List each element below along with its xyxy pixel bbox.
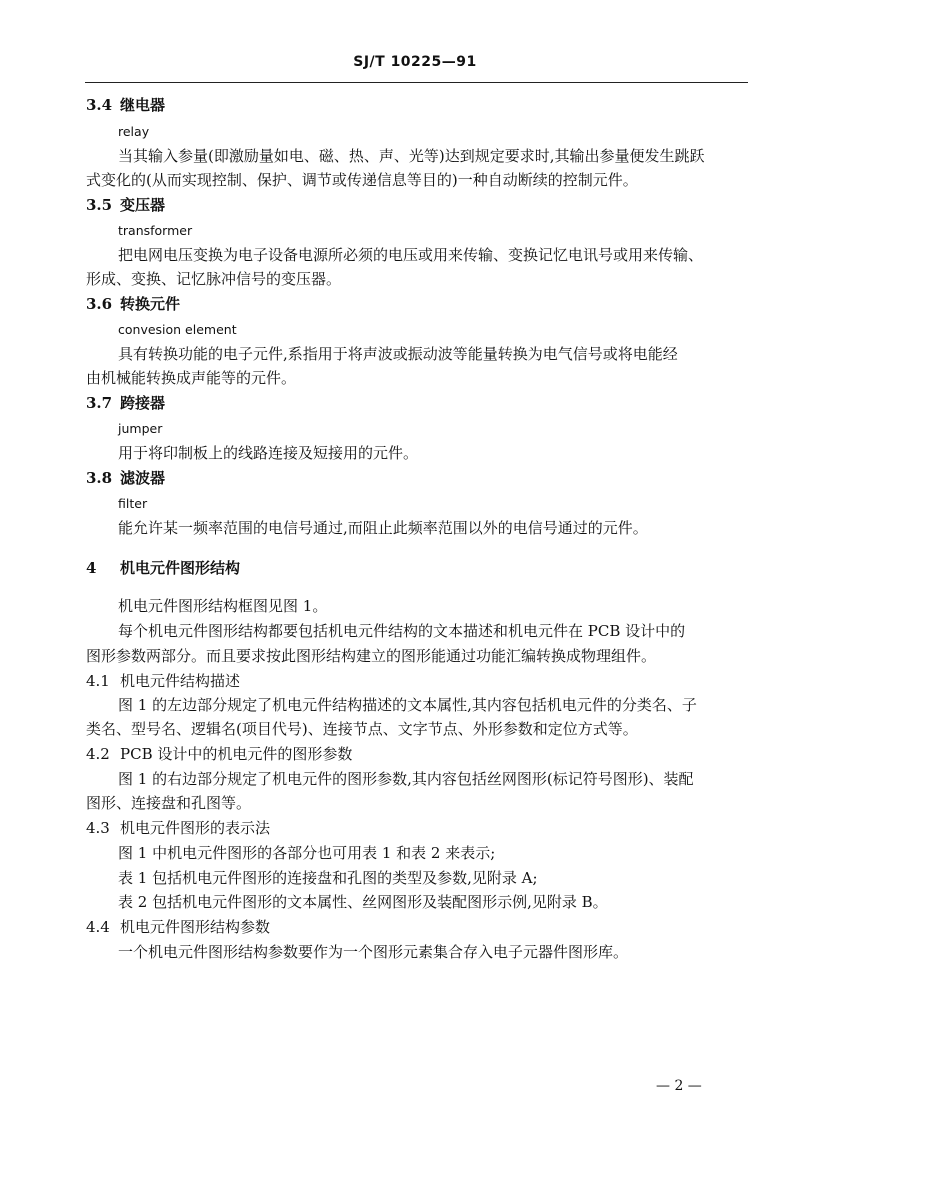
- header-rule: [85, 82, 748, 83]
- section-number: 3.4: [86, 96, 113, 114]
- paragraph-line: 用于将印制板上的线路连接及短接用的元件。: [118, 444, 419, 462]
- section-number: 3.6: [86, 295, 113, 313]
- heading-3-6: [86, 295, 180, 313]
- section-number: 4.3: [86, 819, 110, 837]
- heading-3-8: [86, 469, 165, 487]
- paragraph-line: 图 1 中机电元件图形的各部分也可用表 1 和表 2 来表示;: [118, 844, 496, 862]
- section-title: 机电元件图形的表示法: [120, 819, 271, 837]
- paragraph-line: 当其输入参量(即激励量如电、磁、热、声、光等)达到规定要求时,其输出参量便发生跳跃: [118, 147, 705, 165]
- section-number: 4.1: [86, 672, 110, 690]
- section-number: 3.8: [86, 469, 113, 487]
- paragraph-line: 图 1 的左边部分规定了机电元件结构描述的文本属性,其内容包括机电元件的分类名、子: [118, 696, 697, 714]
- term-en-filter: filter: [118, 496, 148, 511]
- standard-code-header: SJ/T 10225—91: [353, 54, 477, 70]
- paragraph-line: 图形、连接盘和孔图等。: [86, 794, 252, 812]
- section-number: 3.7: [86, 394, 113, 412]
- term-en-transformer: transformer: [118, 223, 193, 238]
- section-title: PCB 设计中的机电元件的图形参数: [120, 745, 353, 763]
- section-title: 转换元件: [120, 295, 181, 313]
- paragraph-line: 图 1 的右边部分规定了机电元件的图形参数,其内容包括丝网图形(标记符号图形)、装配: [118, 770, 694, 788]
- term-en-relay: relay: [118, 124, 150, 139]
- paragraph-line: 表 2 包括机电元件图形的文本属性、丝网图形及装配图形示例,见附录 B。: [118, 893, 608, 911]
- paragraph-line: 把电网电压变换为电子设备电源所必须的电压或用来传输、变换记忆电讯号或用来传输、: [118, 246, 704, 264]
- paragraph-line: 图形参数两部分。而且要求按此图形结构建立的图形能通过功能汇编转换成物理组件。: [86, 647, 657, 665]
- section-number: 4.4: [86, 918, 110, 936]
- term-en-jumper: jumper: [118, 421, 163, 436]
- paragraph-line: 类名、型号名、逻辑名(项目代号)、连接节点、文字节点、外形参数和定位方式等。: [86, 720, 638, 738]
- paragraph-line: 一个机电元件图形结构参数要作为一个图形元素集合存入电子元器件图形库。: [118, 943, 629, 961]
- section-title: 跨接器: [120, 394, 166, 412]
- heading-4-2: [86, 745, 352, 763]
- paragraph-line: 机电元件图形结构框图见图 1。: [118, 597, 328, 615]
- heading-4-1: [86, 672, 240, 690]
- heading-3-4: [86, 96, 165, 114]
- heading-4-3: [86, 819, 270, 837]
- section-title: 机电元件图形结构: [120, 559, 241, 577]
- section-title: 机电元件结构描述: [120, 672, 241, 690]
- section-number: 3.5: [86, 196, 113, 214]
- heading-3-7: [86, 394, 165, 412]
- paragraph-line: 具有转换功能的电子元件,系指用于将声波或振动波等能量转换为电气信号或将电能经: [118, 345, 678, 363]
- section-number: 4: [86, 559, 97, 577]
- section-title: 滤波器: [120, 469, 166, 487]
- paragraph-line: 能允许某一频率范围的电信号通过,而阻止此频率范围以外的电信号通过的元件。: [118, 519, 648, 537]
- heading-4-4: [86, 918, 270, 936]
- term-en-conversion-element: convesion element: [118, 322, 237, 337]
- heading-3-5: [86, 196, 165, 214]
- heading-4: [86, 559, 240, 577]
- paragraph-line: 表 1 包括机电元件图形的连接盘和孔图的类型及参数,见附录 A;: [118, 869, 538, 887]
- section-number: 4.2: [86, 745, 110, 763]
- paragraph-line: 式变化的(从而实现控制、保护、调节或传递信息等目的)一种自动断续的控制元件。: [86, 171, 638, 189]
- paragraph-line: 形成、变换、记忆脉冲信号的变压器。: [86, 270, 342, 288]
- section-title: 继电器: [120, 96, 166, 114]
- section-title: 变压器: [120, 196, 166, 214]
- page-number: — 2 —: [656, 1078, 702, 1094]
- section-title: 机电元件图形结构参数: [120, 918, 271, 936]
- paragraph-line: 由机械能转换成声能等的元件。: [86, 369, 297, 387]
- paragraph-line: 每个机电元件图形结构都要包括机电元件结构的文本描述和机电元件在 PCB 设计中的: [118, 622, 686, 640]
